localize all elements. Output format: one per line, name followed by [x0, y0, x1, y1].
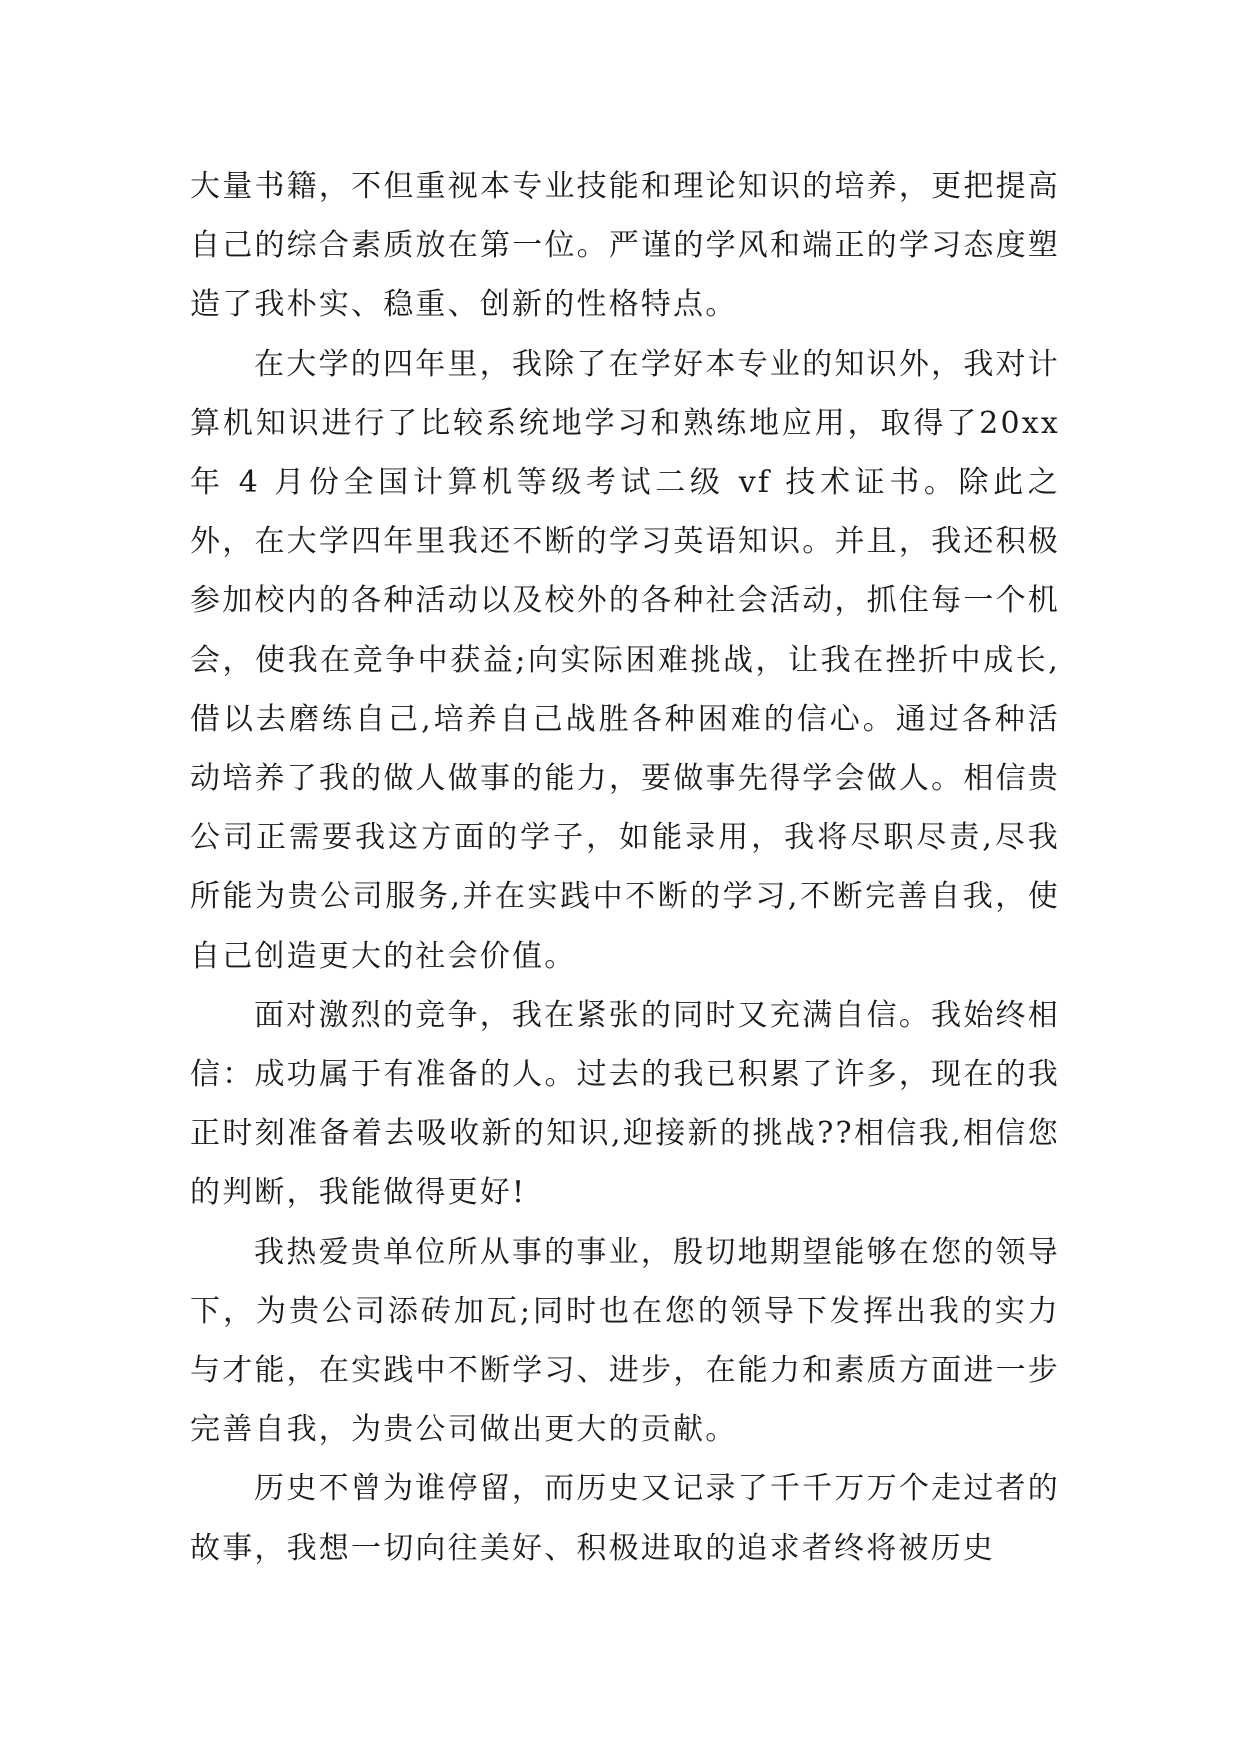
paragraph-aspiration: 我热爱贵单位所从事的事业，殷切地期望能够在您的领导下，为贵公司添砖加瓦;同时也在您的领导下发挥出我的实力与才能，在实践中不断学习、进步，在能力和素质方面进一步完善自我，为贵公司做出更大的贡献。 — [190, 1234, 1060, 1448]
paragraph-history: 历史不曾为谁停留，而历史又记录了千千万万个走过者的故事，我想一切向往美好、积极进取的追求者终将被历史 — [190, 1471, 1060, 1566]
document-body — [190, 157, 1060, 1578]
paragraph-confidence: 面对激烈的竞争，我在紧张的同时又充满自信。我始终相信：成功属于有准备的人。过去的我已积累了许多，现在的我正时刻准备着去吸收新的知识,迎接新的挑战??相信我,相信您的判断，我能做得更好! — [190, 997, 1060, 1211]
paragraph-skills: 在大学的四年里，我除了在学好本专业的知识外，我对计算机知识进行了比较系统地学习和熟练地应用，取得了20xx 年 4 月份全国计算机等级考试二级 vf 技术证书。除此之外，在大学四年里我还不断的学习英语知识。并且，我还积极参加校内的各种活动以及校外的各种社会活动，抓住每一个机会，使我在竞争中获益;向实际困难挑战，让我在挫折中成长,借以去磨练自己,培养自己战胜各种困难的信心。通过各种活动培养了我的做人做事的能力，要做事先得学会做人。相信贵公司正需要我这方面的学子，如能录用，我将尽职尽责,尽我所能为贵公司服务,并在实践中不断的学习,不断完善自我，使自己创造更大的社会价值。 — [190, 346, 1060, 974]
paragraph-continued: 大量书籍，不但重视本专业技能和理论知识的培养，更把提高自己的综合素质放在第一位。严谨的学风和端正的学习态度塑造了我朴实、稳重、创新的性格特点。 — [190, 169, 1060, 323]
